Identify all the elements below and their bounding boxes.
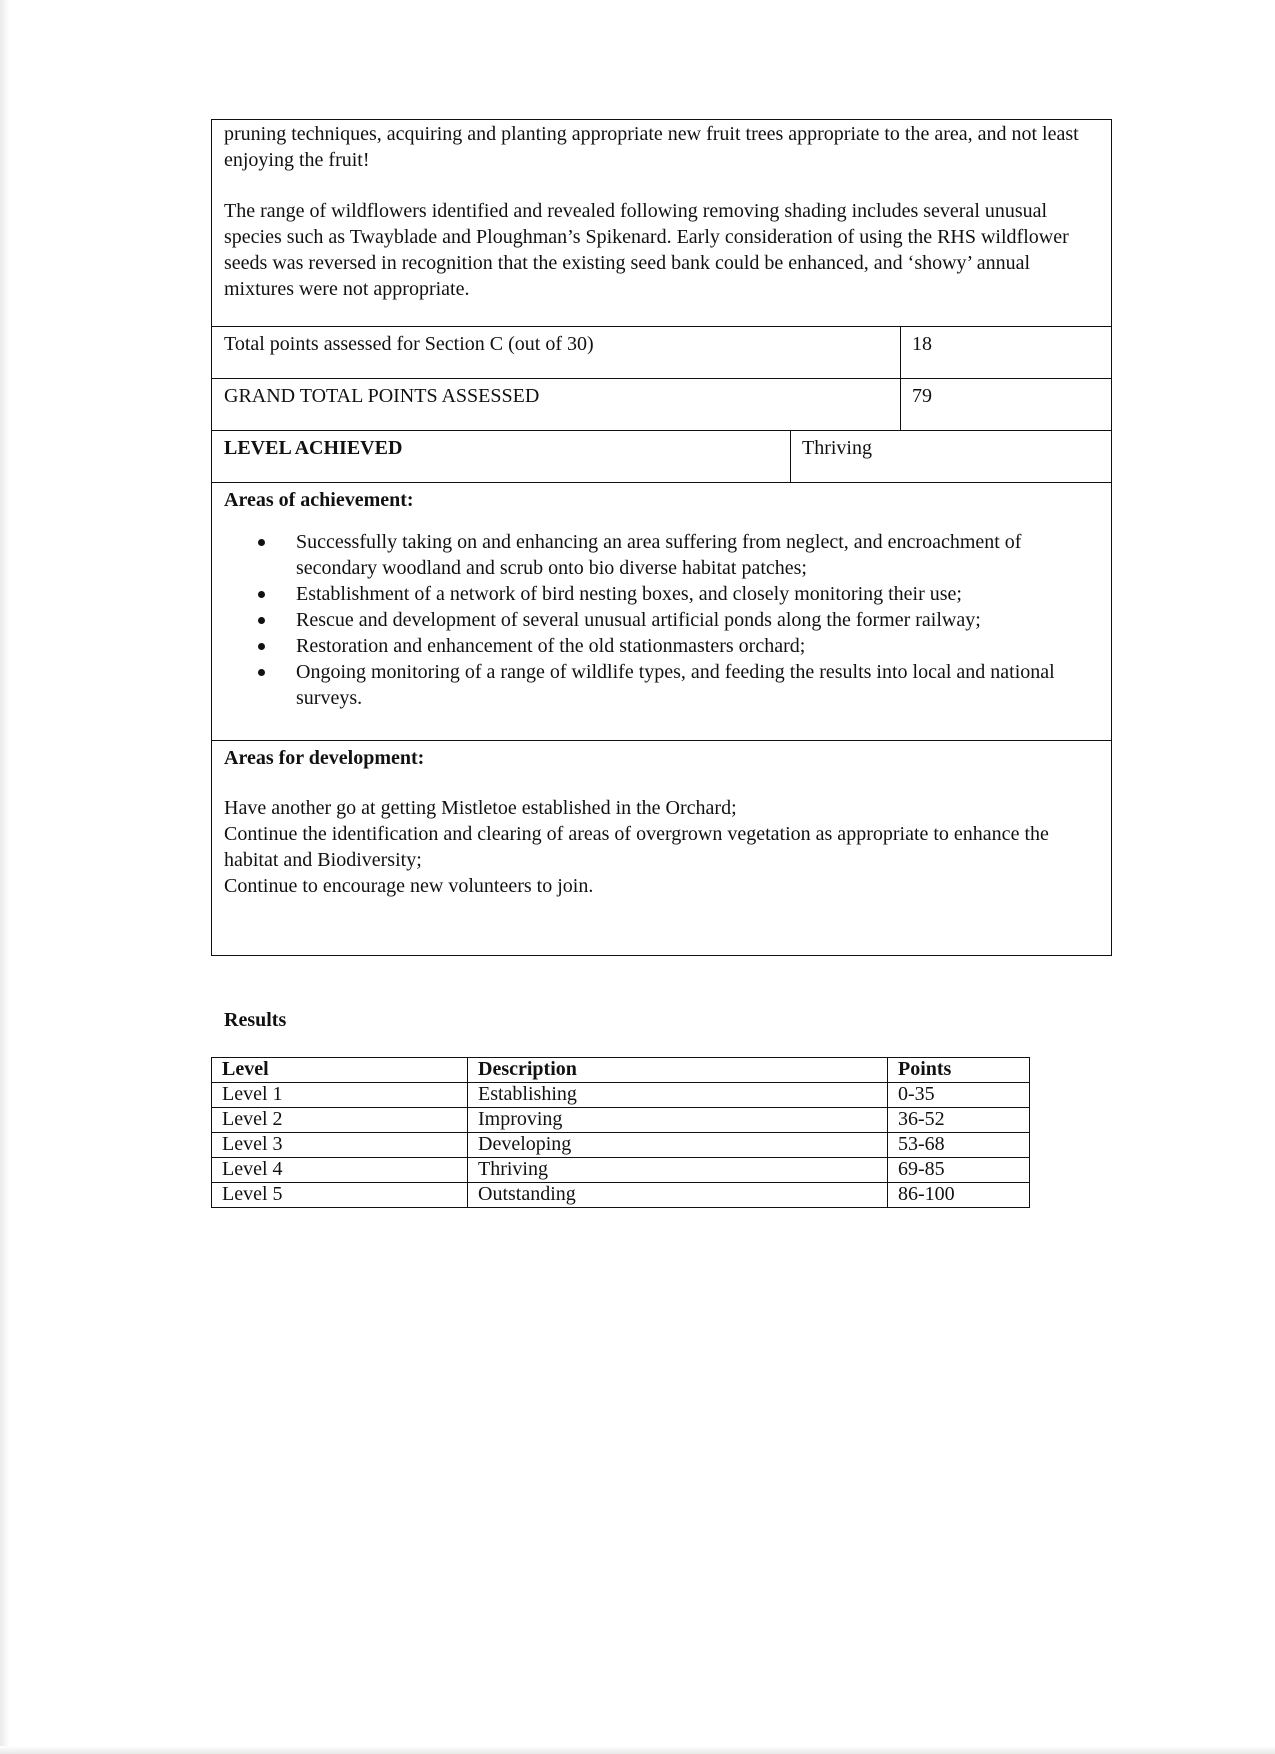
list-item bbox=[296, 659, 1101, 711]
column-header-points: Points bbox=[888, 1058, 1030, 1083]
achievement-item-text: Successfully taking on and enhancing an area suffering from neglect, and encroachment of secondary woodland and scrub onto bio diverse habitat patches; bbox=[296, 531, 1022, 579]
description-cell: Outstanding bbox=[468, 1183, 888, 1208]
bullet-icon bbox=[258, 643, 265, 650]
results-table bbox=[211, 1057, 1030, 1208]
table-row bbox=[212, 1183, 1030, 1208]
level-achieved-row bbox=[212, 430, 1111, 482]
section-c-label: Total points assessed for Section C (out of 30) bbox=[224, 333, 594, 355]
assessment-table bbox=[211, 119, 1112, 956]
level-cell: Level 1 bbox=[212, 1083, 468, 1108]
achievement-cell bbox=[212, 482, 1111, 740]
bullet-icon bbox=[258, 591, 265, 598]
description-cell: Developing bbox=[468, 1133, 888, 1158]
achievement-item-text: Ongoing monitoring of a range of wildlife types, and feeding the results into local and national surveys. bbox=[296, 661, 1055, 709]
scan-shadow-left bbox=[0, 0, 10, 1754]
bullet-icon bbox=[258, 669, 265, 676]
column-header-description: Description bbox=[468, 1058, 888, 1083]
level-achieved-value: Thriving bbox=[790, 431, 1110, 482]
development-item: Continue to encourage new volunteers to join. bbox=[224, 875, 594, 897]
points-cell: 53-68 bbox=[888, 1133, 1030, 1158]
list-item bbox=[296, 633, 1101, 659]
level-cell: Level 3 bbox=[212, 1133, 468, 1158]
achievement-item-text: Rescue and development of several unusual artificial ponds along the former railway; bbox=[296, 609, 981, 631]
level-cell: Level 5 bbox=[212, 1183, 468, 1208]
narrative-paragraph-2: The range of wildflowers identified and revealed following removing shading includes several unusual species such as Twayblade and Ploughman’s Spikenard. Early consideration of using the RHS wildflower seeds was reversed in recognition that the existing seed bank could be enhanced, and ‘showy’ annual mixtures were not appropriate. bbox=[224, 200, 1069, 300]
description-cell: Establishing bbox=[468, 1083, 888, 1108]
list-item bbox=[296, 581, 1101, 607]
development-item: Continue the identification and clearing of areas of overgrown vegetation as appropriate to enhance the habitat and Biodiversity; bbox=[224, 823, 1049, 871]
points-cell: 36-52 bbox=[888, 1108, 1030, 1133]
points-cell: 86-100 bbox=[888, 1183, 1030, 1208]
grand-total-label: GRAND TOTAL POINTS ASSESSED bbox=[224, 385, 540, 407]
bullet-icon bbox=[258, 539, 265, 546]
level-cell: Level 4 bbox=[212, 1158, 468, 1183]
grand-total-row bbox=[212, 378, 1111, 430]
description-cell: Improving bbox=[468, 1108, 888, 1133]
achievement-item-text: Restoration and enhancement of the old stationmasters orchard; bbox=[296, 635, 806, 657]
bullet-icon bbox=[258, 617, 265, 624]
achievement-heading: Areas of achievement: bbox=[224, 489, 414, 511]
level-cell: Level 2 bbox=[212, 1108, 468, 1133]
table-row bbox=[212, 1133, 1030, 1158]
list-item bbox=[296, 529, 1101, 581]
development-cell bbox=[212, 740, 1111, 955]
points-cell: 0-35 bbox=[888, 1083, 1030, 1108]
development-heading: Areas for development: bbox=[224, 747, 425, 769]
table-row bbox=[212, 1158, 1030, 1183]
level-achieved-label: LEVEL ACHIEVED bbox=[224, 437, 403, 459]
results-heading: Results bbox=[224, 1009, 287, 1031]
list-item bbox=[296, 607, 1101, 633]
table-row bbox=[212, 1083, 1030, 1108]
scan-shadow-bottom bbox=[0, 1746, 1275, 1754]
table-row bbox=[212, 1108, 1030, 1133]
table-header-row bbox=[212, 1058, 1030, 1083]
points-cell: 69-85 bbox=[888, 1158, 1030, 1183]
column-header-level: Level bbox=[212, 1058, 468, 1083]
development-item: Have another go at getting Mistletoe established in the Orchard; bbox=[224, 797, 737, 819]
grand-total-value: 79 bbox=[900, 379, 1110, 430]
achievement-item-text: Establishment of a network of bird nesting boxes, and closely monitoring their use; bbox=[296, 583, 962, 605]
narrative-cell bbox=[212, 120, 1111, 326]
description-cell: Thriving bbox=[468, 1158, 888, 1183]
achievement-list bbox=[224, 529, 1101, 711]
section-c-row bbox=[212, 326, 1111, 378]
development-list bbox=[224, 795, 1101, 899]
section-c-value: 18 bbox=[900, 327, 1110, 378]
narrative-paragraph-1: pruning techniques, acquiring and planting appropriate new fruit trees appropriate to the area, and not least enjoying the fruit! bbox=[224, 123, 1079, 171]
